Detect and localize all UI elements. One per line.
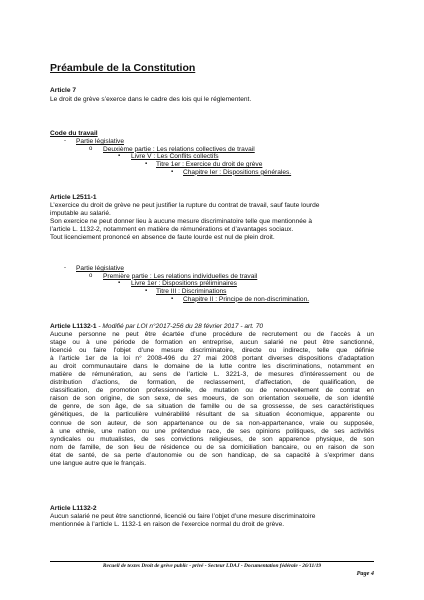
article-l1132-2-heading: Article L1132-2	[50, 505, 97, 512]
hierarchy-2-partie: - Partie législative	[64, 265, 125, 272]
footer-text: Recueil de textes Droit de grève public - privé - Secteur LDAJ - Documentation fédérale - 26/11/19	[102, 563, 322, 569]
hierarchy-1-livre: ▪ Livre V : Les Conflits collectifs	[118, 153, 219, 161]
hierarchy-1-chapitre: ▪ Chapitre Ier : Dispositions générales.	[171, 168, 292, 176]
hierarchy-1-sous-partie: o Deuxième partie : Les relations collectives de travail	[89, 145, 255, 153]
page-title: Préambule de la Constitution	[50, 62, 196, 74]
hierarchy-2-livre: ▪ Livre 1er : Dispositions préliminaires	[118, 280, 237, 288]
hierarchy-2-titre: ▪ Titre III : Discriminations	[145, 288, 227, 296]
article-l2511-1-heading: Article L2511-1	[50, 194, 97, 201]
code-du-travail-heading: Code du travail	[50, 130, 98, 137]
hierarchy-2-sous-partie: o Première partie : Les relations individuelles de travail	[89, 272, 258, 280]
article-l1132-1-heading: Article L1132-1 - Modifié par LOI n°2017-256 du 28 février 2017 - art. 70	[50, 323, 264, 330]
page-number: Page 4	[356, 570, 374, 577]
legal-hierarchy-1	[50, 138, 380, 177]
article-l1132-1-modification: - Modifié par LOI n°2017-256 du 28 février 2017 - art. 70	[96, 323, 264, 330]
article-7-heading: Article 7	[50, 87, 77, 94]
article-l1132-1-body: Aucune personne ne peut être écartée d’une procédure de recrutement ou de l’accès à un stage ou à une période de formation en entreprise, aucun salarié ne peut être sanctionné, licencié ou faire l’objet d’une mesure discriminatoire, directe ou indirecte, telle que définie à l’article 1er de la loi n° 2008-496 du 27 mai 2008 portant diverses dispositions d’adaptation au droit communautaire dans le domaine de la lutte contre les discriminations, notamment en matière de rémunération, au sens de l’article L. 3221-3, de mesures d’intéressement ou de distribution d’actions, de formation, de reclassement, d’affectation, de qualification, de classification, de promotion professionnelle, de mutation ou de renouvellement de contrat en raison de son origine, de son sexe, de ses moeurs, de son orientation sexuelle, de son identité de genre, de son âge, de sa situation de famille ou de sa grossesse, de ses caractéristiques génétiques, de la particulière vulnérabilité résultant de sa situation économique, apparente ou connue de son auteur, de son appartenance ou de sa non-appartenance, vraie ou supposée, à une ethnie, une nation ou une prétendue race, de ses opinions politiques, de ses activités syndicales ou mutualistes, de ses convictions religieuses, de son apparence physique, de son nom de famille, de son lieu de résidence ou de sa domiciliation bancaire, ou en raison de son état de santé, de sa perte d’autonomie ou de son handicap, de sa capacité à s’exprimer dans une langue autre que le français.	[50, 331, 374, 467]
article-l1132-2-body: Aucun salarié ne peut être sanctionné, licencié ou faire l’objet d’une mesure discriminatoire mentionnée à l’article L. 1132-1 en raison de l’exercice normal du droit de grève.	[50, 513, 316, 529]
article-l2511-1-body: L’exercice du droit de grève ne peut justifier la rupture du contrat de travail, sauf faute lourde imputable au salarié. Son exercice ne peut donner lieu à aucune mesure discriminatoire telle que mentionnée à l’article L. 1132-2, notamment en matière de rémunérations et d’avantages sociaux. Tout licenciement prononcé en absence de faute lourde est nul de plein droit.	[50, 202, 320, 242]
legal-hierarchy-2	[50, 265, 380, 304]
hierarchy-1-partie: - Partie législative	[64, 138, 125, 145]
footer-divider	[50, 561, 374, 562]
article-7-text: Le droit de grève s’exerce dans le cadre des lois qui le réglementent.	[50, 96, 252, 103]
hierarchy-2-chapitre: ▪ Chapitre II : Principe de non-discrimination.	[171, 295, 310, 303]
hierarchy-1-titre: ▪ Titre 1er : Exercice du droit de grève	[145, 161, 263, 169]
